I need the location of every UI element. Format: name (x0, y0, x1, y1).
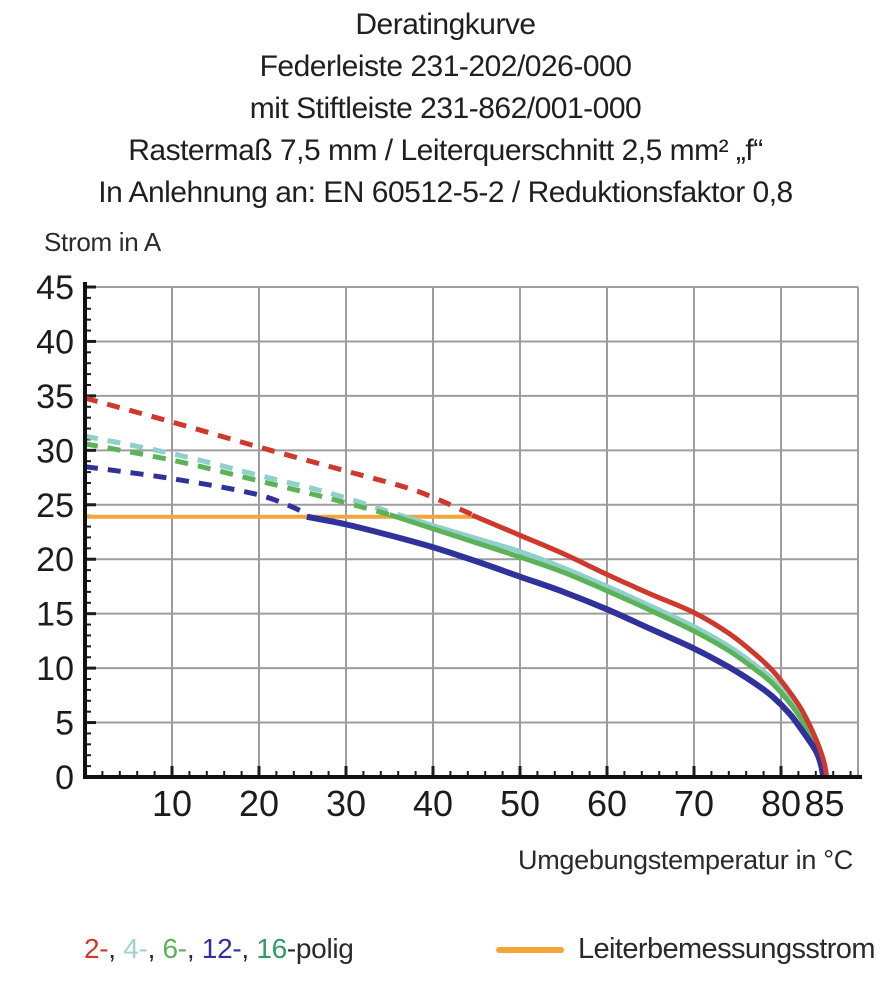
y-tick-label: 45 (36, 269, 74, 307)
poles-legend (84, 933, 354, 965)
legend-item-6-polig: 6- (162, 933, 187, 964)
rated-current-legend (496, 933, 875, 966)
curve-4-polig-uebertemperatur-grenzbereich- (85, 436, 398, 514)
chart-legend (0, 933, 891, 973)
y-tick-label: 25 (36, 486, 74, 525)
y-tick-label: 35 (36, 377, 74, 416)
x-tick-label: 50 (499, 783, 541, 824)
title-line-2: Federleiste 231-202/026-000 (259, 50, 632, 83)
axes (83, 282, 862, 779)
title-line-3: mit Stiftleiste 231-862/001-000 (249, 92, 642, 125)
y-tick-label: 30 (36, 432, 74, 471)
y-tick-label: 0 (55, 759, 74, 797)
x-tick-label: 85 (804, 783, 845, 824)
legend-separator: , (241, 933, 257, 964)
x-tick-label: 40 (412, 783, 454, 824)
axis-ticks (85, 287, 851, 777)
y-tick-label: 10 (36, 650, 74, 689)
grid-lines (85, 287, 858, 777)
y-axis-title: Strom in A (44, 227, 161, 257)
x-tick-label: 60 (586, 783, 628, 824)
rated-current-label: Leiterbemessungsstrom (578, 933, 875, 965)
y-tick-label: 20 (36, 541, 74, 580)
legend-item-12-polig: 12- (201, 933, 242, 964)
legend-item-2-polig: 2- (84, 933, 109, 964)
legend-item-4-polig: 4- (123, 933, 148, 964)
y-tick-label: 40 (36, 323, 74, 362)
legend-suffix: -polig (286, 933, 354, 964)
legend-separator: , (147, 933, 163, 964)
title-line-5: In Anlehnung an: EN 60512-5-2 / Reduktionsfaktor 0,8 (98, 176, 793, 209)
legend-item-16-polig: 16 (256, 933, 287, 964)
y-tick-label: 15 (36, 595, 74, 634)
legend-separator: , (108, 933, 124, 964)
data-curves (85, 398, 827, 777)
y-tick-label: 5 (55, 704, 74, 743)
x-tick-label: 30 (325, 783, 367, 824)
legend-separator: , (186, 933, 202, 964)
x-tick-label: 20 (238, 783, 280, 824)
x-tick-label: 10 (151, 783, 193, 824)
x-tick-label: 70 (673, 783, 715, 824)
title-line-4: Rastermaß 7,5 mm / Leiterquerschnitt 2,5 mm² „f“ (128, 134, 763, 167)
rated-current-line-swatch (496, 947, 564, 953)
x-axis-title: Umgebungstemperatur in °C (518, 845, 853, 875)
curve-2-polig-uebertemperatur-grenzbereich- (85, 398, 472, 515)
title-line-1: Deratingkurve (355, 8, 536, 41)
x-tick-label: 80 (760, 783, 802, 824)
curve-12-16-polig-uebertemperatur-grenzbereich- (85, 467, 307, 514)
